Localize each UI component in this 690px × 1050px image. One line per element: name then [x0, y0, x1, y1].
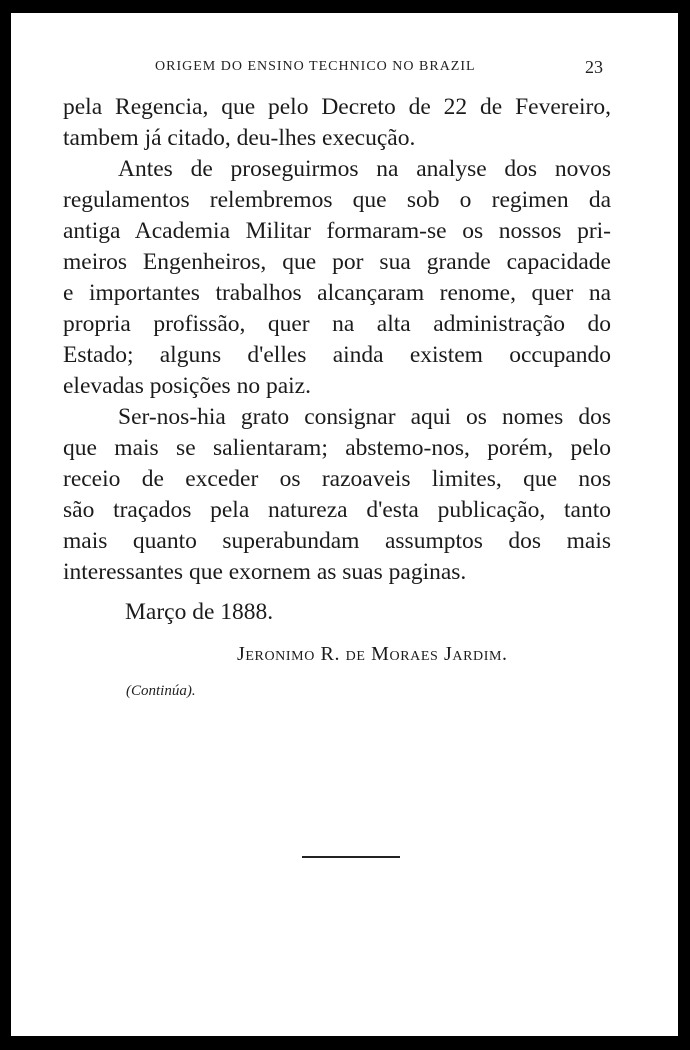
body-line: interessantes que exornem as suas paginas. [63, 559, 467, 585]
body-line: elevadas posições no paiz. [63, 373, 311, 399]
page-number: 23 [585, 57, 603, 77]
body-line: que mais se salientaram; abstemo-nos, porém, pelo [63, 435, 611, 461]
body-line: antiga Academia Militar formaram-se os nossos pri- [63, 218, 611, 244]
continued-note: (Continúa). [126, 683, 196, 699]
body-line: e importantes trabalhos alcançaram renome, quer na [63, 280, 611, 306]
body-line: tambem já citado, deu-lhes execução. [63, 125, 416, 151]
body-line: Estado; alguns d'elles ainda existem occupando [63, 342, 611, 368]
body-line: receio de exceder os razoaveis limites, que nos [63, 466, 611, 492]
body-line: são traçados pela natureza d'esta publicação, tanto [63, 497, 611, 523]
body-line: Antes de proseguirmos na analyse dos novos [118, 156, 611, 182]
section-divider [302, 856, 400, 858]
body-line: Ser-nos-hia grato consignar aqui os nomes dos [118, 404, 611, 430]
date-line: Março de 1888. [125, 599, 274, 625]
body-line: mais quanto superabundam assumptos dos mais [63, 528, 611, 554]
body-line: pela Regencia, que pelo Decreto de 22 de Fevereiro, [63, 94, 611, 120]
body-line: meiros Engenheiros, que por sua grande capacidade [63, 249, 611, 275]
body-line: regulamentos relembremos que sob o regimen da [63, 187, 611, 213]
author-signature: Jeronimo R. de Moraes Jardim. [237, 643, 508, 665]
document-page [11, 13, 678, 1036]
running-title: ORIGEM DO ENSINO TECHNICO NO BRAZIL [155, 59, 476, 74]
body-line: propria profissão, quer na alta administração do [63, 311, 611, 337]
